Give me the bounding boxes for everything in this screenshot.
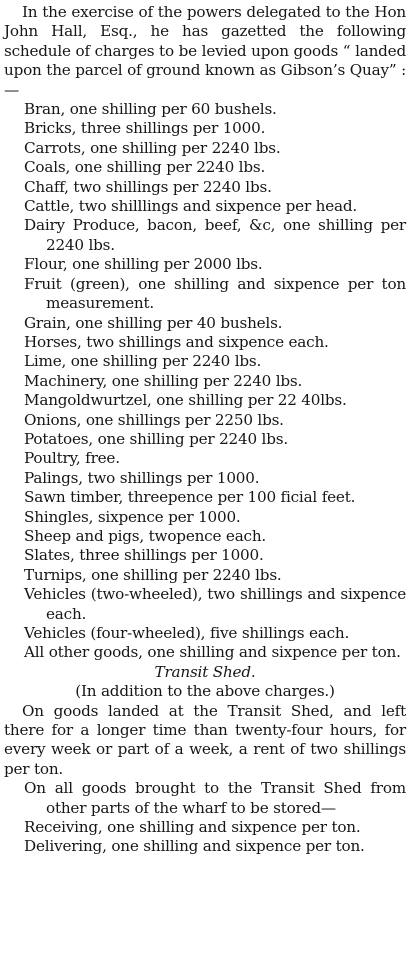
transit-item-delivering: Delivering, one shilling and sixpence per ton. <box>24 837 365 856</box>
intro-paragraph: In the exercise of the powers delegated to the Hon John Hall, Esq., he has gazetted the following schedule of charges to be levied upon goods “ landed upon the parcel of ground known as Gibson’s Quay” :— <box>4 3 406 99</box>
charge-item-other-goods: All other goods, one shilling and sixpence per ton. <box>24 643 401 662</box>
charge-item-slates: Slates, three shillings per 1000. <box>24 546 264 565</box>
charge-item-chaff: Chaff, two shillings per 2240 lbs. <box>24 177 272 196</box>
charge-item-fruit: Fruit (green), one shilling and sixpence per ton measurement. <box>24 274 406 313</box>
charge-item-palings: Palings, two shillings per 1000. <box>24 468 260 487</box>
charge-item-carrots: Carrots, one shilling per 2240 lbs. <box>24 138 281 157</box>
charge-item-horses: Horses, two shillings and sixpence each. <box>24 332 329 351</box>
charge-item-dairy-produce: Dairy Produce, bacon, beef, &c, one shilling per 2240 lbs. <box>24 216 406 254</box>
charge-item-sheep-and-pigs: Sheep and pigs, twopence each. <box>24 526 267 545</box>
charge-item-bricks: Bricks, three shillings per 1000. <box>24 119 266 138</box>
charge-item-machinery: Machinery, one shilling per 2240 lbs. <box>24 371 303 390</box>
charge-item-bran: Bran, one shilling per 60 bushels. <box>24 100 277 119</box>
charge-item-mangoldwurtzel: Mangoldwurtzel, one shilling per 22 40lbs. <box>24 391 347 410</box>
charge-item-cattle: Cattle, two shilllings and sixpence per head. <box>24 197 358 216</box>
charge-item-grain: Grain, one shilling per 40 bushels. <box>24 313 283 332</box>
transit-shed-heading: Transit Shed. <box>154 662 256 681</box>
transit-item-receiving: Receiving, one shilling and sixpence per ton. <box>24 818 361 837</box>
transit-shed-rent-paragraph: On goods landed at the Transit Shed, and left there for a longer time than twenty-four hours, for every week or part of a week, a rent of two shillings per ton. <box>4 701 406 778</box>
charge-item-poultry: Poultry, free. <box>24 449 120 468</box>
charge-item-sawn-timber: Sawn timber, threepence per 100 ficial feet. <box>24 488 356 507</box>
charges-list <box>4 100 406 663</box>
transit-shed-note: (In addition to the above charges.) <box>75 682 335 701</box>
charge-item-vehicles-two-wheeled: Vehicles (two-wheeled), two shillings and sixpence each. <box>24 585 406 623</box>
charge-item-lime: Lime, one shilling per 2240 lbs. <box>24 352 262 371</box>
transit-shed-storage-paragraph: On all goods brought to the Transit Shed from other parts of the wharf to be stored— <box>24 779 406 817</box>
charge-item-potatoes: Potatoes, one shilling per 2240 lbs. <box>24 429 288 448</box>
charge-item-vehicles-four-wheeled: Vehicles (four-wheeled), five shillings each. <box>24 624 350 642</box>
charge-item-coals: Coals, one shilling per 2240 lbs. <box>24 158 266 177</box>
charge-item-turnips: Turnips, one shilling per 2240 lbs. <box>24 565 282 584</box>
charge-item-onions: Onions, one shillings per 2250 lbs. <box>24 410 284 429</box>
charge-item-shingles: Shingles, sixpence per 1000. <box>24 507 241 526</box>
charge-item-flour: Flour, one shilling per 2000 lbs. <box>24 255 263 274</box>
